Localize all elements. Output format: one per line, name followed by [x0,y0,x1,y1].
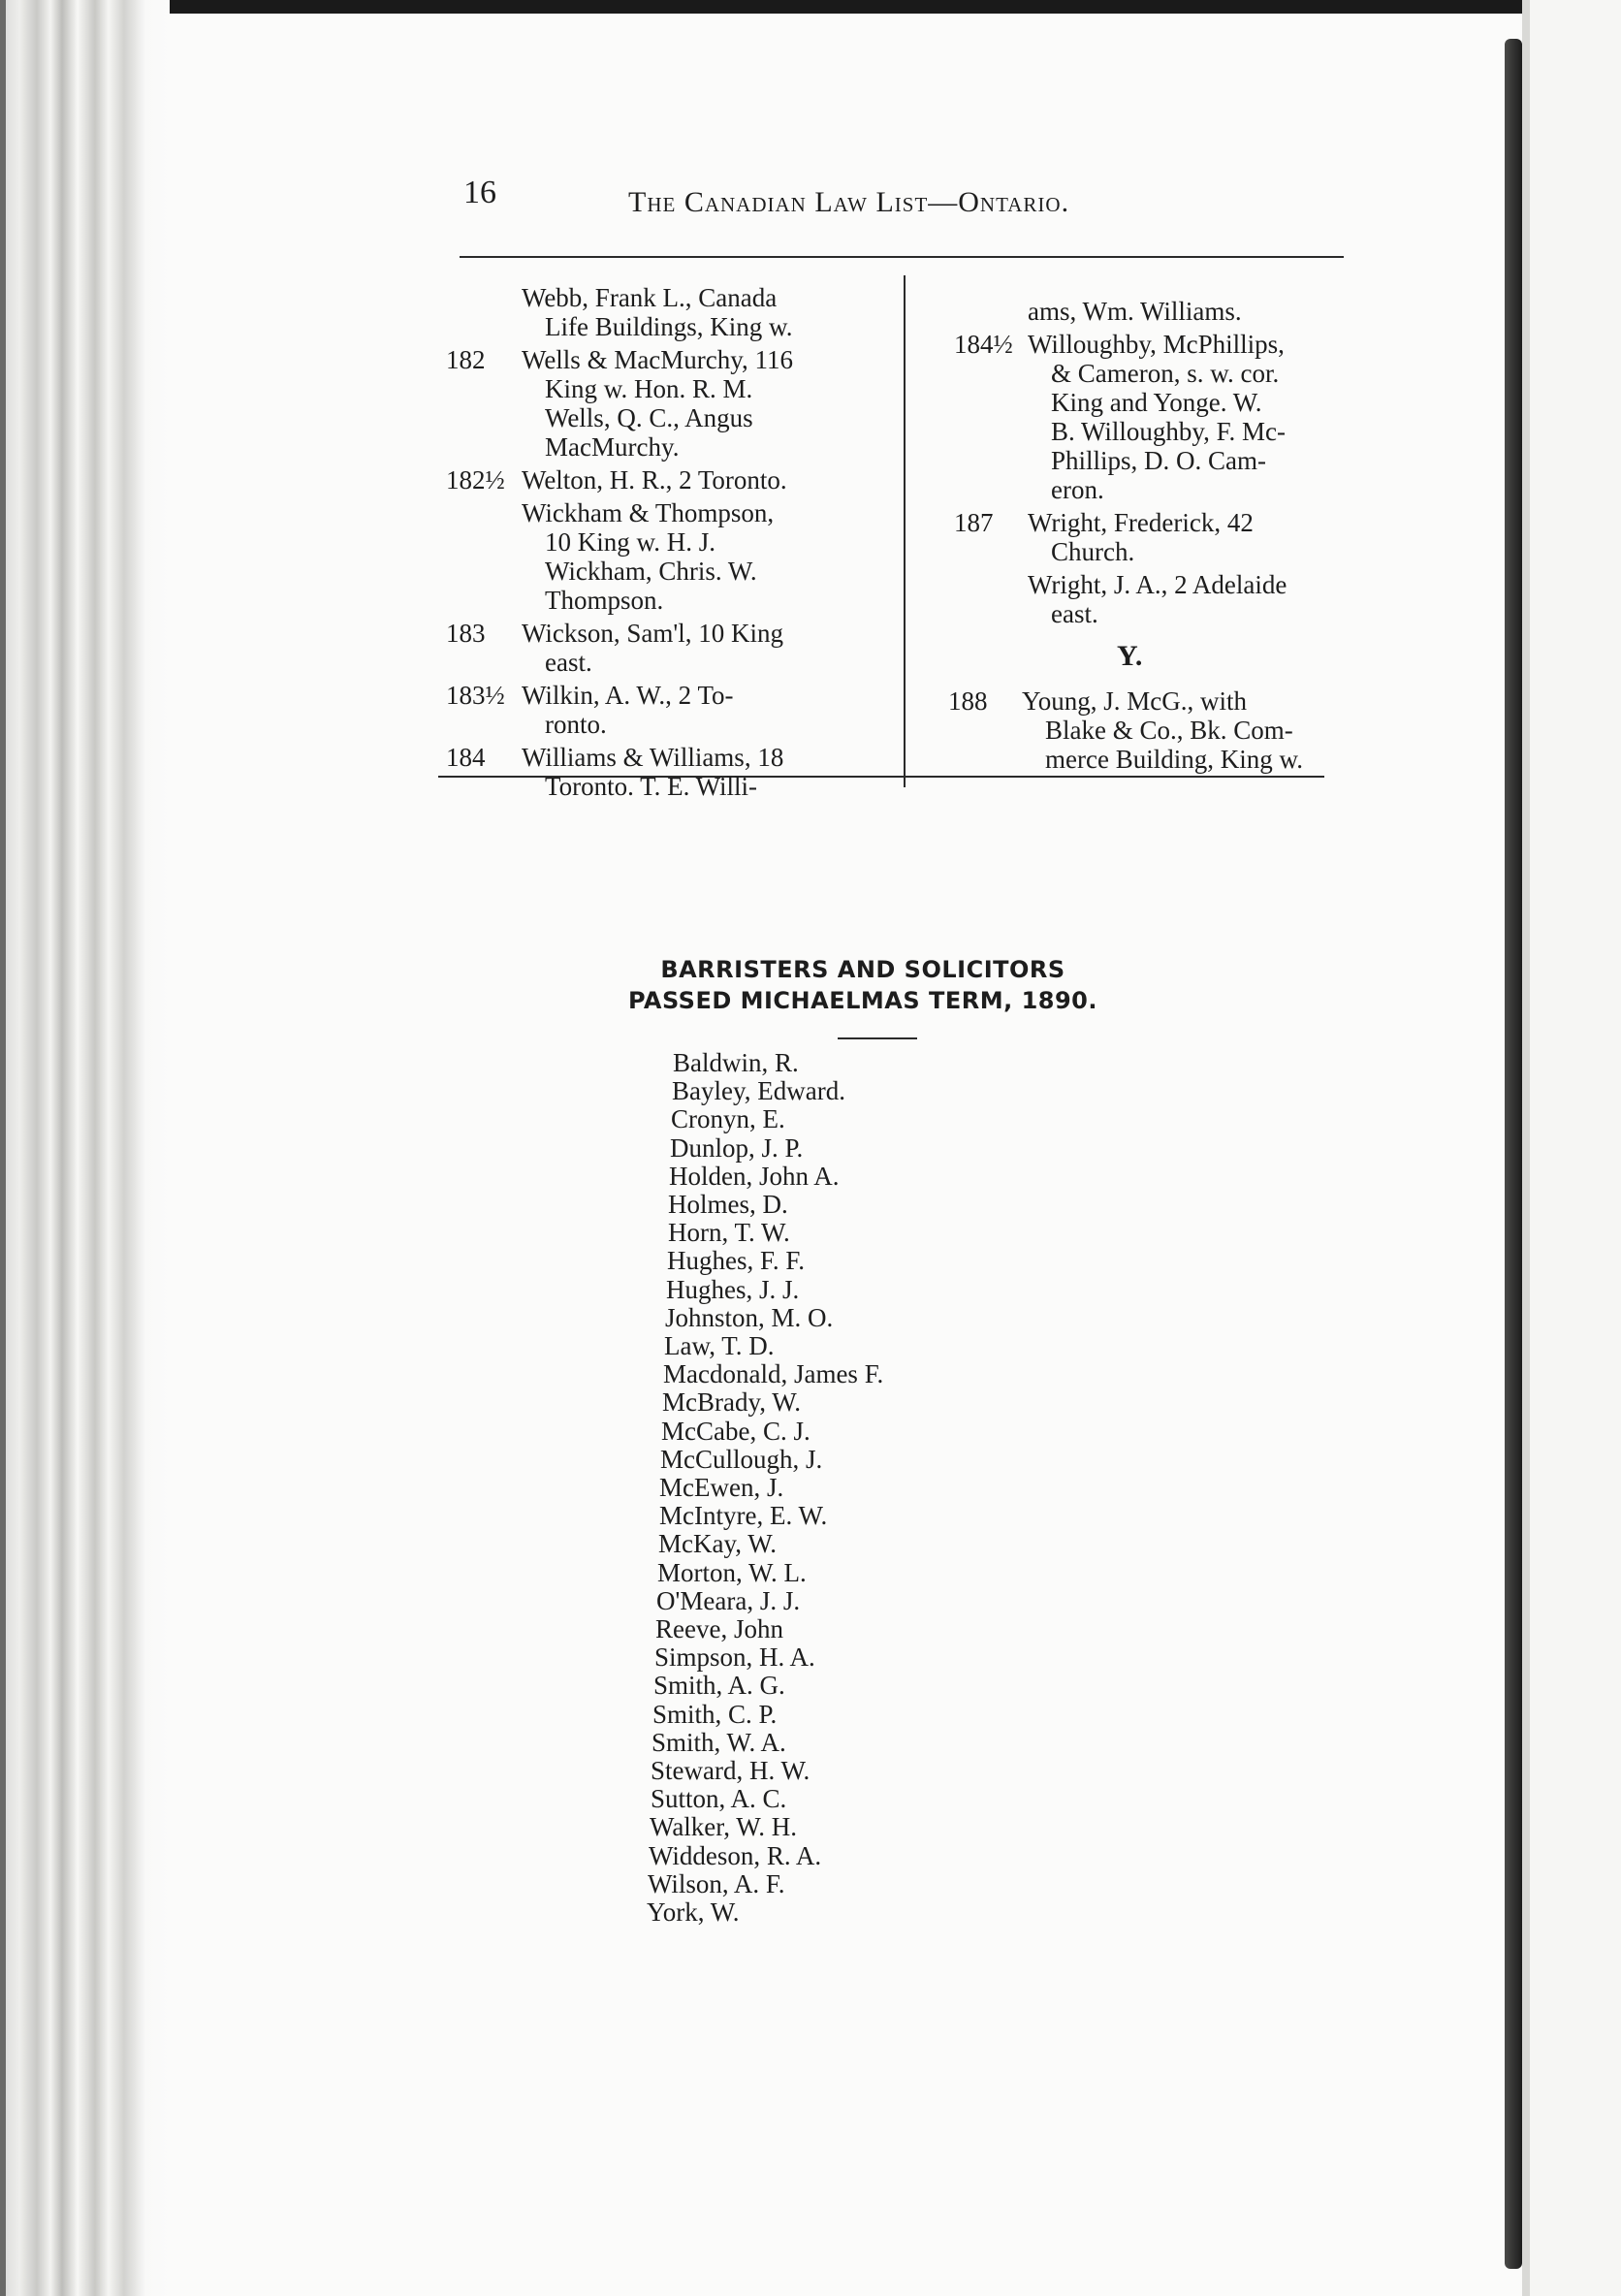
barrister-name: Holden, John A. [669,1161,840,1191]
barrister-name: McCabe, C. J. [661,1416,810,1446]
section-y-entries [948,686,1332,778]
barrister-name: Hughes, F. F. [667,1246,805,1276]
entry-number: 183½ [446,681,505,710]
entry-number: 184 [446,743,486,772]
barrister-name: Johnston, M. O. [665,1302,834,1332]
entry-detail-line: Church. [1051,537,1135,566]
barrister-name: Baldwin, R. [673,1048,799,1077]
left-column [446,283,842,805]
barrister-name: Sutton, A. C. [651,1784,787,1814]
barrister-name: Walker, W. H. [650,1812,797,1842]
entry-name-line: Wilkin, A. W., 2 To- [522,681,734,710]
entry-number: 182 [446,345,486,374]
entry-name-line: Wright, Frederick, 42 [1028,508,1254,537]
entry-number: 184½ [954,330,1013,359]
barrister-name: Smith, A. G. [653,1671,785,1701]
barrister-name: Smith, W. A. [652,1727,786,1757]
barristers-heading-line1: BARRISTERS AND SOLICITORS [660,956,1065,983]
entry-detail-line: ronto. [545,710,607,739]
directory-entry [954,570,1338,628]
entry-number: 188 [948,686,988,716]
right-column [954,297,1338,632]
column-divider [904,275,906,787]
directory-entry [954,330,1338,504]
barrister-name: O'Meara, J. J. [656,1585,801,1615]
barrister-name: Wilson, A. F. [648,1868,785,1898]
entry-detail-line: merce Building, King w. [1045,745,1303,774]
facing-page [1522,0,1621,2296]
entry-name-line: Wickham & Thompson, [522,498,775,527]
directory-entry [446,743,842,801]
directory-entry [446,619,842,677]
barrister-name: Cronyn, E. [671,1104,785,1134]
barrister-name: York, W. [647,1897,740,1928]
entry-name-line: ams, Wm. Williams. [1028,297,1242,326]
entry-detail-line: Wells, Q. C., Angus [545,403,753,432]
entry-detail-line: east. [1051,599,1098,628]
entry-detail-line: King and Yonge. W. [1051,388,1262,417]
directory-entry [446,681,842,739]
entry-detail-line: Wickham, Chris. W. [545,557,757,586]
barrister-name: Steward, H. W. [651,1756,810,1786]
entry-name-line: Webb, Frank L., Canada [522,283,778,312]
barrister-name: Smith, C. P. [652,1699,778,1729]
barrister-name: McEwen, J. [659,1473,784,1503]
entry-number: 182½ [446,465,505,494]
header-rule [460,256,1344,258]
entry-detail-line: & Cameron, s. w. cor. [1051,359,1280,388]
entry-detail-line: east. [545,648,592,677]
facing-page-shade [1522,0,1530,2296]
entry-name-line: Young, J. McG., with [1022,686,1248,716]
entry-number: 183 [446,619,486,648]
directory-entry [948,686,1332,774]
directory-entry [446,345,842,462]
barrister-name: Dunlop, J. P. [670,1132,804,1163]
entry-detail-line: King w. Hon. R. M. [545,374,753,403]
section-letter-y: Y. [1117,640,1143,672]
directory-entry [446,465,842,494]
barrister-name: McCullough, J. [660,1444,823,1474]
barrister-name: Reeve, John [655,1614,783,1644]
entry-detail-line: 10 King w. H. J. [545,527,716,557]
entry-detail-line: Thompson. [545,586,664,615]
barrister-name: Widdeson, R. A. [649,1840,822,1870]
entry-name-line: Williams & Williams, 18 [522,743,784,772]
barristers-list [648,1049,883,1927]
barrister-name: Hughes, J. J. [666,1274,800,1304]
entry-name-line: Wells & MacMurchy, 116 [522,345,794,374]
entry-detail-line: MacMurchy. [545,432,680,462]
running-head: The Canadian Law List—Ontario. [628,186,1070,218]
barrister-name: Law, T. D. [664,1331,775,1361]
entry-detail-line: eron. [1051,475,1104,504]
entry-detail-line: B. Willoughby, F. Mc- [1051,417,1287,446]
directory-entry [954,297,1338,326]
directory-entry [446,283,842,341]
entry-name-line: Wright, J. A., 2 Adelaide [1028,570,1287,599]
entry-number: 187 [954,508,994,537]
heading-rule [838,1037,917,1039]
barrister-name: Bayley, Edward. [672,1076,845,1106]
entry-detail-line: Life Buildings, King w. [545,312,793,341]
barrister-name: McKay, W. [658,1529,777,1559]
barrister-name: Morton, W. L. [657,1557,807,1587]
barrister-name: McBrady, W. [662,1387,801,1418]
page-number: 16 [463,175,496,210]
book-page-edges [0,0,170,2296]
entry-detail-line: Phillips, D. O. Cam- [1051,446,1267,475]
barrister-name: McIntyre, E. W. [659,1501,828,1531]
barrister-name: Horn, T. W. [668,1218,790,1248]
entry-name-line: Welton, H. R., 2 Toronto. [522,465,787,494]
barrister-name: Macdonald, James F. [663,1359,884,1389]
scan-left-shadow [0,0,6,2296]
scan-top-border [0,0,1621,14]
entry-name-line: Willoughby, McPhillips, [1028,330,1285,359]
barrister-name: Simpson, H. A. [654,1642,815,1673]
entry-detail-line: Toronto. T. E. Willi- [545,772,758,801]
entry-detail-line: Blake & Co., Bk. Com- [1045,716,1293,745]
barrister-name: Holmes, D. [668,1190,788,1220]
directory-entry [954,508,1338,566]
directory-entry [446,498,842,615]
entry-name-line: Wickson, Sam'l, 10 King [522,619,784,648]
book-spine [1505,39,1522,2269]
barristers-heading-line2: PASSED MICHAELMAS TERM, 1890. [627,987,1097,1014]
